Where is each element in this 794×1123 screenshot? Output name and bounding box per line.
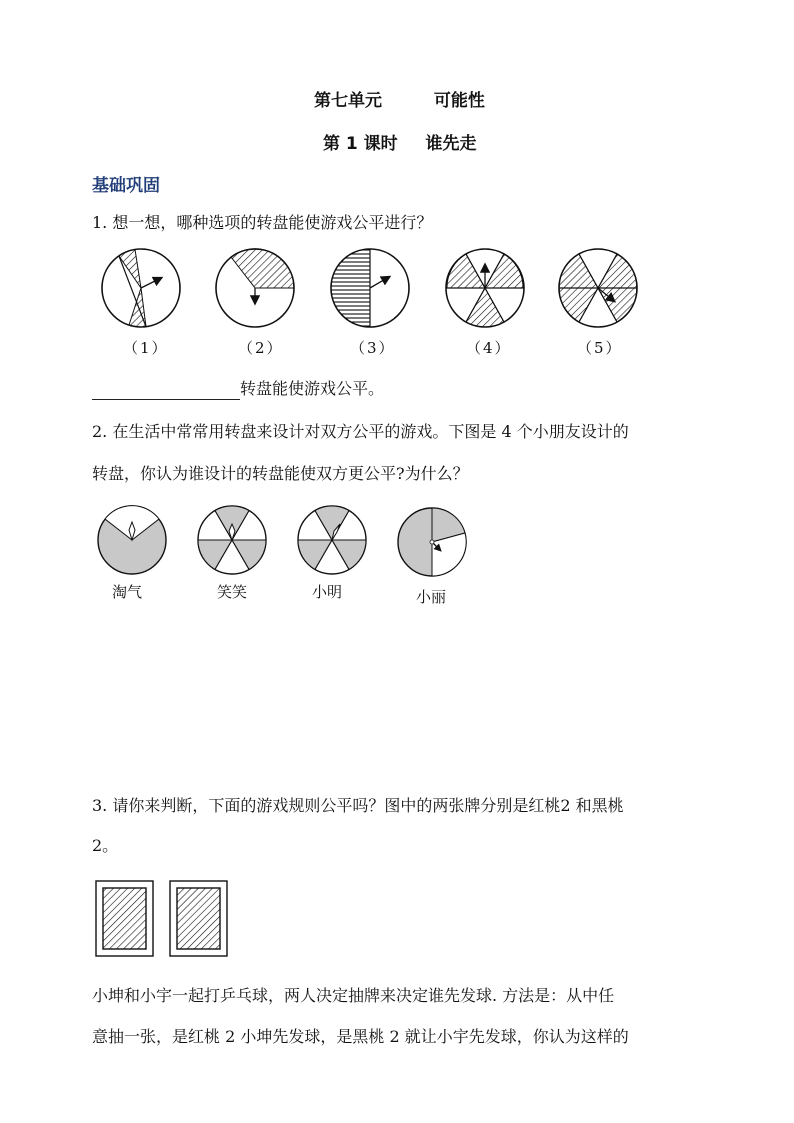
spinner-xiaoxiao <box>198 506 266 574</box>
card-spade-2 <box>170 881 227 956</box>
spinner-xiaoming <box>298 506 366 574</box>
spinner-taoqi <box>98 506 166 574</box>
q1-answer-suffix: 转盘能使游戏公平。 <box>240 379 385 398</box>
spinner-3 <box>331 249 409 327</box>
unit-topic: 可能性 <box>433 91 485 111</box>
q1-answer-line <box>92 378 384 400</box>
q2-spinners <box>94 498 474 588</box>
spinner-label-5: （5） <box>577 339 623 357</box>
lesson-label: 第 1 课时 <box>323 134 398 154</box>
spinner-label-4: （4） <box>466 339 512 357</box>
spinner-4 <box>446 249 524 327</box>
name-taoqi: 淘气 <box>112 583 143 601</box>
q3-para-2: 意抽一张，是红桃 2 小坤先发球，是黑桃 2 就让小宇先发球，你认为这样的 <box>92 1027 629 1046</box>
q1-text: 1. 想一想，哪种选项的转盘能使游戏公平进行？ <box>92 213 433 232</box>
name-xiaoming: 小明 <box>312 583 343 601</box>
q3-line-1: 3. 请你来判断，下面的游戏规则公平吗？图中的两张牌分别是红桃2 和黑桃 <box>92 796 624 815</box>
spinner-label-3: （3） <box>350 339 396 357</box>
q1-spinners <box>90 245 660 340</box>
unit-title <box>314 86 485 111</box>
spinner-label-1: （1） <box>123 339 169 357</box>
q3-para-1: 小坤和小宇一起打乒乓球，两人决定抽牌来决定谁先发球. 方法是：从中任 <box>92 986 615 1005</box>
q3-cards <box>94 879 234 959</box>
answer-blank[interactable] <box>92 381 240 400</box>
section-title: 基础巩固 <box>92 176 160 196</box>
spinner-xiaoli <box>398 508 466 576</box>
spinner-2 <box>216 249 294 327</box>
spinner-label-2: （2） <box>238 339 284 357</box>
spinner-1 <box>102 249 180 327</box>
unit-label: 第七单元 <box>314 91 382 111</box>
card-heart-2 <box>96 881 153 956</box>
lesson-topic: 谁先走 <box>425 134 477 154</box>
q3-line-2: 2。 <box>92 836 119 855</box>
lesson-title <box>323 129 477 154</box>
spinner-5 <box>559 249 637 327</box>
name-xiaoxiao: 笑笑 <box>217 583 248 601</box>
q2-line-2: 转盘，你认为谁设计的转盘能使双方更公平?为什么？ <box>92 464 469 483</box>
name-xiaoli: 小丽 <box>416 588 447 606</box>
q2-line-1: 2. 在生活中常常用转盘来设计对双方公平的游戏。下图是 4 个小朋友设计的 <box>92 422 629 441</box>
